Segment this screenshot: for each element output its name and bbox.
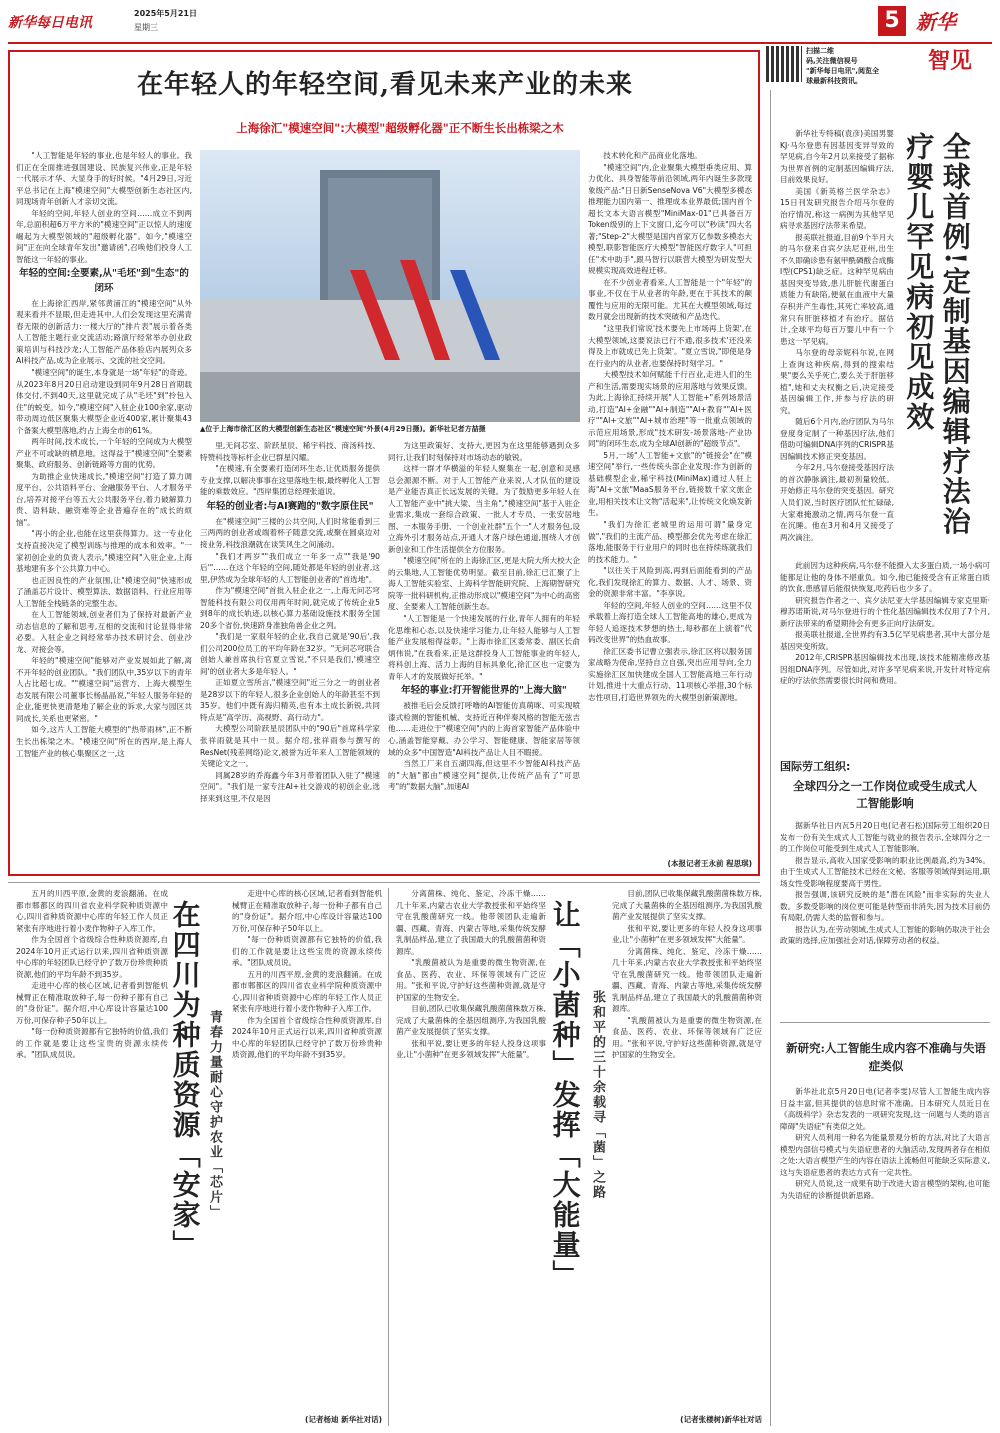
qr-line: 码,关注微信视号 xyxy=(806,57,858,66)
paragraph: 如今,这片人工智能大模型的"热带雨林",正不断生长出栋梁之木。"模速空间"所在的西岸,是上海人工智能产业的核心集聚区之一,这 xyxy=(16,725,192,758)
qr-note xyxy=(806,46,928,87)
paragraph: 报告显示,高收入国家受影响的职业比例最高,约为34%。由于生成式人工智能技术已经在文秘、客服等领域得到运用,职场女性受影响程度要高于男性。 xyxy=(780,855,990,888)
paragraph: 作为"模速空间"首批入驻企业之一,上海无问芯穹智能科技有限公司仅用两年时间,就完成了传统企业5到8年的成长轨迹,以核心算力基础设施技术服务全国20多个省份,快速跻身准独角兽企业之列。 xyxy=(200,586,380,630)
paragraph: 马尔登的母亲妮科尔说,在网上查询这种疾病,得到的搜索结果"要么关乎死亡,要么关于肝脏移植",她和丈夫权衡之后,决定接受基因编辑工作,并参与疗法的研究。 xyxy=(780,348,894,415)
section-name-b: 智见 xyxy=(928,48,973,74)
paragraph: "每一份种质资源都有它独特的价值,我们的工作就是要让这些宝贵的资源永续传承。"团队成员说。 xyxy=(232,935,382,968)
paragraph: "模速空间"内,企业聚集大模型垂类应用、算力优化、具身智能等前沿领域,两年内诞生多款现象级产品:"日日新SenseNova V6"大模型多模态推理能力国内第一、推理成本业界最低;国内首个超长文本大语言模型"MiniMax-01"已具备百万Token级别的上下文窗口,迄今可以"秒读"四大名著;"Step-2"大模型是国内首家万亿参数多模态大模型,联影智能医疗大模型"智能医疗数字人"可担任"术中助手",跟马智行以联营大模型为研发型大规模实现高效进程迁移。 xyxy=(588,162,752,276)
paragraph: 里,无间芯室、阶跃星辰、稀宇科技、商汤科技、特赞科技等标杆企业已群星闪耀。 xyxy=(200,441,380,462)
section-heading: 年轻的事业:打开智能世界的"上海大脑" xyxy=(401,685,567,697)
masthead-logo: 新华每日电讯 xyxy=(8,15,92,31)
feature-photo xyxy=(200,150,580,422)
paragraph: 徐汇区委书记曹立强表示,徐汇区将以服务国家战略为使命,坚持自立自强,突出应用导向,全力实施徐汇区加快建成全国人工智能高地三年行动计划,推进十大重点行动、11项核心举措,30个标志性项目,打造世界领先的大模型创新策源地。 xyxy=(588,646,752,702)
paragraph: 报告认为,在劳动领域,生成式人工智能的影响仍取决于社会政策的选择,应加强社会对话,保障劳动者的权益。 xyxy=(780,924,990,946)
paragraph: 五月的川西平原,金黄的麦浪翻涌。在成都市郫都区的四川省农业科学院种质资源中心,四川省种质资源中心库的年轻工作人员正紧张有序地进行着小麦作物种子入库工作。 xyxy=(16,889,168,933)
sichuan-body-2 xyxy=(232,888,382,1408)
feature-headline: 在年轻人的年轻空间,看见未来产业的未来 xyxy=(136,70,634,100)
paragraph: "我们为徐汇老城里的运用可谓"量身定做","我们的主流产品、模型都会优先考虑在徐汇落地,能服务于行业用户的同时也在持续练就我们的技术能力。" xyxy=(588,520,752,564)
paragraph: 当然工厂来自五湖四海,但这里不少智能AI科技产品的"大脑"都由"模速空间"提供,让传统产品有了"可思考"的"数据大脑",加速AI xyxy=(388,759,580,792)
paragraph: 也正因良性的产业氛围,让"模速空间"快速形成了涵盖芯片设计、模型算法、数据语料、行业应用等人工智能全栈链条的完整生态。 xyxy=(16,575,192,608)
paragraph: 随后6个月内,治疗团队为马尔登度身定制了一种基因疗法,他们借助可编辑DNA序列的CRISPR基因编辑技术修正突变基因。 xyxy=(780,417,894,461)
paragraph: 目前,团队已收集保藏乳酸菌菌株数万株,完成了大量菌株的全基因组测序,为我国乳酸菌产业发展提供了坚实支撑。 xyxy=(396,1004,546,1037)
paragraph: 分离菌株、纯化、鉴定、冷冻干燥……几十年来,内蒙古农业大学教授张和平始终坚守在乳酸菌研究一线。他带领团队走遍新疆、西藏、青海、内蒙古等地,采集传统发酵乳制品样品,建立了我国最大的乳酸菌菌种资源库。 xyxy=(396,889,546,956)
paragraph: 同属28岁的乔海鑫今年3月带着团队入驻了"模速空间"。"我们是一家专注AI+社交游戏的初创企业,选择来到这里,不仅是因 xyxy=(200,770,380,803)
sichuan-byline: (记者杨迪 新华社对话) xyxy=(305,1415,382,1424)
column-rule xyxy=(770,90,771,1426)
paragraph: 作为全国首个省级综合性种质资源库,自2024年10月正式运行以来,四川省种质资源中心库的年轻团队已经守护了数万份珍贵种质资源,他们的平均年龄不到35岁。 xyxy=(16,935,168,979)
lactic-subhead: 张和平的三十余载寻「菌」之路 xyxy=(590,990,605,1200)
paragraph: "模速空间"所在的上海徐汇区,更是大院大所大校大企的云集地,人工智能优势明显。截至目前,徐汇已汇聚了上海人工智能实验室、上海科学智能研究院、上海期智研究院等一批科研机构,正推动形成以"模速空间"为中心的高密度、全要素人工智能创新生态。 xyxy=(388,556,580,612)
paragraph: "模速空间"的诞生,本身就是一场"年轻"的奇迹。从2023年8月20日启动建设到同年9月28日首期载体交付,不到40天,这里就完成了从"毛坯"到"拎包入住"的蜕变。如今,"模速空间"入驻企业100余家,驱动带动周边低区聚集大模型企业近400家,累计聚集43个备案大模型落地,约占上海全市的61%。 xyxy=(16,368,192,435)
labour-headline: 全球四分之一工作岗位或受生成式人工智能影响 xyxy=(793,779,977,811)
paragraph: 大模型技术如何赋能千行百业,走进人们的生产和生活,需要现实场景的应用落地与效果反馈。为此,上海徐汇持续开展"人工智能+"系列场景活动,打造"AI+金融""AI+制造""AI+教育""AI+医疗""AI+文旅""AI+城市治理"等一批重点领域的示范应用场景,形成"技术研发-场景落地-产业协同"的闭环生态,成为全球AI创新的"超级节点"。 xyxy=(588,370,752,449)
paragraph: 为这里政策好、支持大,更因为在这里能够遇到众多同行,让我们时刻保持对市场动态的敏锐。 xyxy=(388,441,580,462)
sichuan-subhead: 青春力量耐心守护农业「芯片」 xyxy=(207,1010,222,1220)
paragraph: 分离菌株、纯化、鉴定、冷冻干燥……几十年来,内蒙古农业大学教授张和平始终坚守在乳酸菌研究一线。他带领团队走遍新疆、西藏、青海、内蒙古等地,采集传统发酵乳制品样品,建立了我国最大的乳酸菌菌种资源库。 xyxy=(612,946,762,1014)
issue-weekday: 星期三 xyxy=(134,23,158,32)
issue-date: 2025年5月21日 xyxy=(134,9,197,18)
masthead xyxy=(8,4,992,44)
paragraph: 5月,一场"人工智能+文旅"的"链接会"在"模速空间"举行,一些传统头部企业发现:作为创新的基础模型企业,稀宇科技(MiniMax)通过人驻上海"AI+文旅"MaaS服务平台,链接数千家文旅企业,用相关技术让文物"活起来",让传统文化焕发新生。 xyxy=(588,450,752,518)
gene-headline: 全球首例!定制基因编辑疗法治疗婴儿罕见病初见成效 xyxy=(902,132,972,537)
paragraph: "在模速,有全要素打造闭环生态,让优质服务提供专业支撑,以解决事事在这里落地生根,最终孵化人工智能的乘数效应。"西岸集团总经理张道说。 xyxy=(200,464,380,497)
paragraph: "我们是一家很年轻的企业,我自己就是'90后',我们公司200位员工的平均年龄在32岁。"无问芯穹联合创始人兼首席执行官夏立雪说,"不只是我们,'模速空间'的创业者大多是年轻人。" xyxy=(200,632,380,676)
paragraph: 研究报告作者之一、宾夕法尼亚大学基因编辑专家克里斯·穆苏诺斯说,对马尔登进行的个性化基因编辑技术仅用了7个月,新疗法带来的希望期待会有更多正向疗法研发。 xyxy=(780,595,990,628)
feature-col-2 xyxy=(200,440,380,870)
feature-subhead: 上海徐汇"模速空间":大模型"超级孵化器"正不断生长出栋梁之木 xyxy=(236,121,564,135)
paragraph: "乳酸菌被认为是重要的微生物资源,在食品、医药、农业、环保等领域有广泛应用。"张和平说,守护好这些菌种资源,就是守护国家的生物安全。 xyxy=(396,958,546,1002)
paragraph: "再小的企业,也能在这里获得算力。这一专业化支持直接决定了模型训练与推理的成本和效率。"一家初创企业的负责人表示,"模速空间"入驻企业,上海基地建有多个公共算力中心。 xyxy=(16,529,192,574)
paragraph: 报告强调,该研究反映的是"潜在风险"而非实际的失业人数。多数受影响的岗位更可能是转型而非消失,因为技术目前仍有局限,仍需人类的监督和参与。 xyxy=(780,890,990,923)
feature-col-4 xyxy=(588,150,752,856)
paragraph: "我们才两岁""我们成立一年多一点""我是'90后'"……在这个年轻的空间,随处都是年轻的创业者,这里,伊然成为全球年轻的人工智能创业者的"首选地"。 xyxy=(200,551,380,584)
paragraph: "乳酸菌被认为是重要的微生物资源,在食品、医药、农业、环保等领域有广泛应用。"张和平说,守护好这些菌种资源,就是守护国家的生物安全。 xyxy=(612,1015,762,1060)
section-name-a: 新华 xyxy=(916,10,956,34)
photo-caption: ▲位于上海市徐汇区的大模型创新生态社区"模速空间"外景(4月29日摄)。新华社记者方喆摄 xyxy=(200,425,486,433)
divider xyxy=(780,1022,990,1023)
lactic-body-2 xyxy=(612,888,762,1408)
sichuan-body xyxy=(16,888,168,1426)
paragraph: 在上海徐汇西岸,紧邻黄浦江的"模速空间"从外观来看并不显眼,但走进其中,人们会发现这里充满青春无限的创新活力:一楼大厅的"排片表"展示着各类人工智能主题行业交流活动;路演厅经常举办创业政策培训与科技沙龙;人工智能产品体验店内展列众多AI科技产品,成为企业展示、交流的社交空间。 xyxy=(16,298,192,366)
paragraph: 为助推企业快速成长,"模速空间"打造了算力调度平台、公共语料平台、金融服务平台、人才服务平台,培养对接平台等五大公共服务平台,着力破解算力贵、语料缺、融资难等企业普遍存在的"成长的烦恼"。 xyxy=(16,471,192,527)
paragraph: 走进中心库的核心区域,记者看到智能机械臂正在精准取放种子,每一份种子都有自己的"身份证"。据介绍,中心库设计容量达100万份,可保存种子50年以上。 xyxy=(16,981,168,1025)
paragraph: 在人工智能领域,创业者们为了保持对最新产业动态信息的了解和思考,互相的交流和讨论显得非常必要。入驻企业之间经常举办技术研讨会、创业沙龙、对接会等。 xyxy=(16,610,192,654)
paragraph: 新华社专特稿(袁彦)美国男婴KJ·马尔登患有因基因变异导致的罕见病,自今年2月以来接受了据称为世界首例的定制基因编辑疗法,目前效果良好。 xyxy=(780,129,894,185)
paragraph: 在不少创业者看来,人工智能是一个"年轻"的事业,不仅在于从业者的年龄,更在于其技术的颠覆性与应用的无限可能。尤其在大模型领域,每过数月就会出现新的技术突破和产品迭代。 xyxy=(588,277,752,322)
ground xyxy=(200,372,580,422)
paragraph: 被推毛后会反馈打呼噜的AI智能仿真萌咪、可实现喷漆式检测的智能机械、支持近百种伴奏风格的智能无弦吉他……走进位于"模速空间"内的上海首家智能产品体验中心,涵盖智能穿戴、办公学习、智能健康、智能家居等领域的众多"中国智造"AI科技产品让人目不暇接。 xyxy=(388,701,580,757)
lactic-body xyxy=(396,888,546,1426)
column-rule xyxy=(388,888,389,1426)
paragraph: 张和平说,要让更多的年轻人投身这项事业,让"小菌种"在更多领域发挥"大能量"。 xyxy=(396,1038,546,1060)
paragraph: 年轻的空间,年轻人创业的空间……成立不到两年,总面积超6万平方米的"模速空间"正以惊人的速度崛起为大模型领域的"超级孵化器"。如今,"模速空间"正在向全球青年发出"邀请函",召唤他们投身人工智能这一年轻的事业。 xyxy=(16,208,192,264)
page-number: 5 xyxy=(878,6,906,36)
labour-body xyxy=(780,820,990,1130)
paragraph: 在"模速空间"三楼的公共空间,人们时常能看到三三两两的创业者或端着杯子随意交流,或聚在圆桌边对接业务,科技浪潮就在谈笑风生之间涌动。 xyxy=(200,516,380,549)
paragraph: "人工智能是年轻的事业,也是年轻人的事业。我们正在全面推进强国建设、民族复兴伟业,正是年轻一代展示才华、大显身手的好时候。"4月29日,习近平总书记在上海"模速空间"大模型创新生态社区内,同现场青年创新人才亲切交流。 xyxy=(16,151,192,207)
paragraph: 作为全国首个省级综合性种质资源库,自2024年10月正式运行以来,四川省种质资源中心库的年轻团队已经守护了数万份珍贵种质资源,他们的平均年龄不到35岁。 xyxy=(232,1015,382,1060)
paragraph: "这里我们常说'技术要先上市场再上货架',在大模型领域,这要说法已行不通,很多技术'还没来得及上市就成已先上货架'。"夏立雪说,"即使是身在行业内的从业者,也要保持时刻学习。" xyxy=(588,323,752,368)
paragraph: 技术转化和产品商业化落地。 xyxy=(603,151,702,160)
paragraph: 走进中心库的核心区域,记者看到智能机械臂正在精准取放种子,每一份种子都有自己的"身份证"。据介绍,中心库设计容量达100万份,可保存种子50年以上。 xyxy=(232,889,382,933)
lactic-byline: (记者张楼树)新华社对话 xyxy=(680,1415,762,1424)
paragraph: 五月的川西平原,金黄的麦浪翻涌。在成都市郫都区的四川省农业科学院种质资源中心,四川省种质资源中心库的年轻工作人员正紧张有序地进行着小麦作物种子入库工作。 xyxy=(232,969,382,1014)
building-illustration xyxy=(200,150,580,422)
sichuan-headline: 在四川为种质资源「安家」 xyxy=(168,900,202,1260)
paragraph: 张和平说,要让更多的年轻人投身这项事业,让"小菌种"在更多领域发挥"大能量"。 xyxy=(612,923,762,945)
paragraph: 大模型公司阶跃星辰团队中的"90后"首席科学家张祥雨就是其中一员。据介绍,张祥雨参与撰写的ResNet(残差网络)论文,被誉为近年来人工智能领域的关键论文之一。 xyxy=(200,724,380,769)
section-heading: 年轻的创业者:与AI赛跑的"数字原住民" xyxy=(206,500,374,512)
paragraph: 正如夏立雪所言,"模速空间"近三分之一的创业者是28岁以下的年轻人,很多企业创始人的年龄甚至不到35岁。他们中既有海归精英,也有本土成长新锐,共同特点是"高学历、高视野、高行动力"。 xyxy=(200,678,380,722)
paragraph: 研究人员说,这一成果有助于改进大语言模型的架构,也可能为失语症的诊断提供新思路。 xyxy=(780,1179,990,1200)
paragraph: 美国《新英格兰医学杂志》15日刊发研究报告介绍马尔登的治疗情况,称这一病例为其他罕见病寻求基因疗法带来希望。 xyxy=(780,186,894,231)
paragraph: 报美联社报道,目前9个半月大的马尔登来自宾夕法尼亚州,出生不久即确诊患有氨甲酰磷酸合成酶Ⅰ型(CPS1)缺乏症。这种罕见病由基因突变导致,患儿肝脏代谢蛋白质能力有缺陷,便氨在血液中大量存积并产生毒性,其死亡率较高,通常只有肝脏移植才有治疗。据估计,全球平均每百万婴儿中有一个患这一罕见病。 xyxy=(780,232,894,346)
language-body xyxy=(780,1086,990,1426)
labour-kicker: 国际劳工组织: xyxy=(780,760,851,773)
paragraph: 此前因为这种疾病,马尔登不能摄入太多蛋白质,一场小病可能都足让他的身体不堪重负。如今,他已能接受含有正常蛋白质的饮食,患感冒后能很快恢复,吃药后也少多了。 xyxy=(780,561,990,594)
paragraph: 年轻的空间,年轻人创业的空间……这里不仅承载着上海打造全球人工智能高地的雄心,更成为年轻人追逐技术梦想的热土,每秒都在上演着"代码改变世界"的热血故事。 xyxy=(588,600,752,645)
section-heading: 年轻的空间:全要素,从"毛坯"到"生态"的闭环 xyxy=(19,268,189,294)
gene-body-lower xyxy=(780,560,990,740)
feature-col-3 xyxy=(388,440,580,870)
divider xyxy=(8,882,760,883)
paragraph: 研究人员利用一种名为能量景观分析的方法,对比了大语言模型内部信号模式与失语症患者的大脑活动,发现两者存在相似之处:大语言模型产生的内容在语法上流畅但可能缺乏实际意义,这与失语症患者的表达方式有一定共性。 xyxy=(780,1133,990,1177)
qr-code xyxy=(766,46,802,82)
qr-line: 球最新科技资讯。 xyxy=(806,77,862,86)
paragraph: 年轻的"模速空间"能够对产业发展如此了解,离不开年轻的创业团队。"我们团队中,35岁以下的青年人占比超七成。""模速空间"运营方、上海大模型生态发展有限公司董事长杨晶晶说,"年轻人服务年轻的企业,能更快更清楚地了解企业的诉求,大家与园区共同成长,关系也更紧密。" xyxy=(16,656,192,723)
paragraph: 今年2月,马尔登接受基因疗法的首次静脉滴注,最初剂量较低。开始修正马尔登的突变基因。研究人员们说,当时医疗团队忙忙碌碌,大家难掩激动之情,两马尔登一直在沉睡。他在3月和4月又接受了两次滴注。 xyxy=(780,463,894,542)
paragraph: 这样一群才华横溢的年轻人聚集在一起,创意和灵感总会源源不断。对于人工智能产业来说,人才队伍的建设是产业能否真正长远发展的关键。为了鼓励更多年轻人在人工智能产业中"挑大梁、当主角","模速空间"基于入驻企业需求,集成一套综合政策、一批人才专员、一张安居地图、一本服务手册、一个创业社群"五个一"人才服务包,设立海外引才服务站点,开通人才落户绿色通道,围绕人才创新创业和工作生活提供全方位服务。 xyxy=(388,464,580,554)
paragraph: 目前,团队已收集保藏乳酸菌菌株数万株,完成了大量菌株的全基因组测序,为我国乳酸菌产业发展提供了坚实支撑。 xyxy=(612,889,762,922)
paragraph: "每一份种质资源都有它独特的价值,我们的工作就是要让这些宝贵的资源永续传承。"团队成员说。 xyxy=(16,1027,168,1060)
paragraph: 据新华社日内瓦5月20日电(记者石松)国际劳工组织20日发布一份有关生成式人工智能与就业的报告表示,全球四分之一的工作岗位可能受到生成式人工智能影响。 xyxy=(780,821,990,854)
qr-line: "新华每日电讯",阅览全 xyxy=(806,67,879,76)
qr-line: 扫描二维 xyxy=(806,47,834,55)
paragraph: 新华社北京5月20日电(记者李雯)尽管人工智能生成内容日益丰富,但其提供的信息时常不准确。日本研究人员近日在《高级科学》杂志发表的一项研究发现,这一问题与人类的语言障碍"失语症"有类似之处。 xyxy=(780,1087,990,1131)
feature-col-1 xyxy=(16,150,192,870)
language-headline: 新研究:人工智能生成内容不准确与失语症类似 xyxy=(786,1041,986,1073)
lactic-headline: 让「小菌种」发挥「大能量」 xyxy=(548,900,582,1290)
paragraph: "人工智能是一个快速发展的行业,青年人拥有的年轻化思维和心态,以及快速学习能力,让年轻人能够与人工智能产业发展相得益彰。"上海市徐汇区委常委、副区长俞炳伟说,"在我看来,正是这群投身人工智能事业的年轻人,将科创上海、活力上海的目标具象化,徐汇区也一定要为青年人才的发展做好托举。" xyxy=(388,613,580,681)
paragraph: 两年时间,技术成长,一个年轻的空间成为大模型产业不可或缺的栖息地。这得益于"模速空间"全要素聚集、政府服务、创新链路等方面的优势。 xyxy=(16,437,192,470)
feature-byline: (本报记者王永前 程思琪) xyxy=(667,859,752,868)
paragraph: 2012年,CRISPR基因编辑技术出现,该技术能精准修改基因组DNA序列。尽管如此,对许多罕见病来说,开发针对特定病症的疗法依然需要很长时间和费用。 xyxy=(780,653,990,686)
paragraph: "以往关于风险到高,再到后面能看到的产品化,我们发现徐汇的算力、数据、人才、场景、资金的资源非常丰富。"李享说。 xyxy=(588,566,752,599)
paragraph: 报美联社报道,全世界约有3.5亿罕见病患者,其中大部分是基因突变所致。 xyxy=(780,630,990,651)
